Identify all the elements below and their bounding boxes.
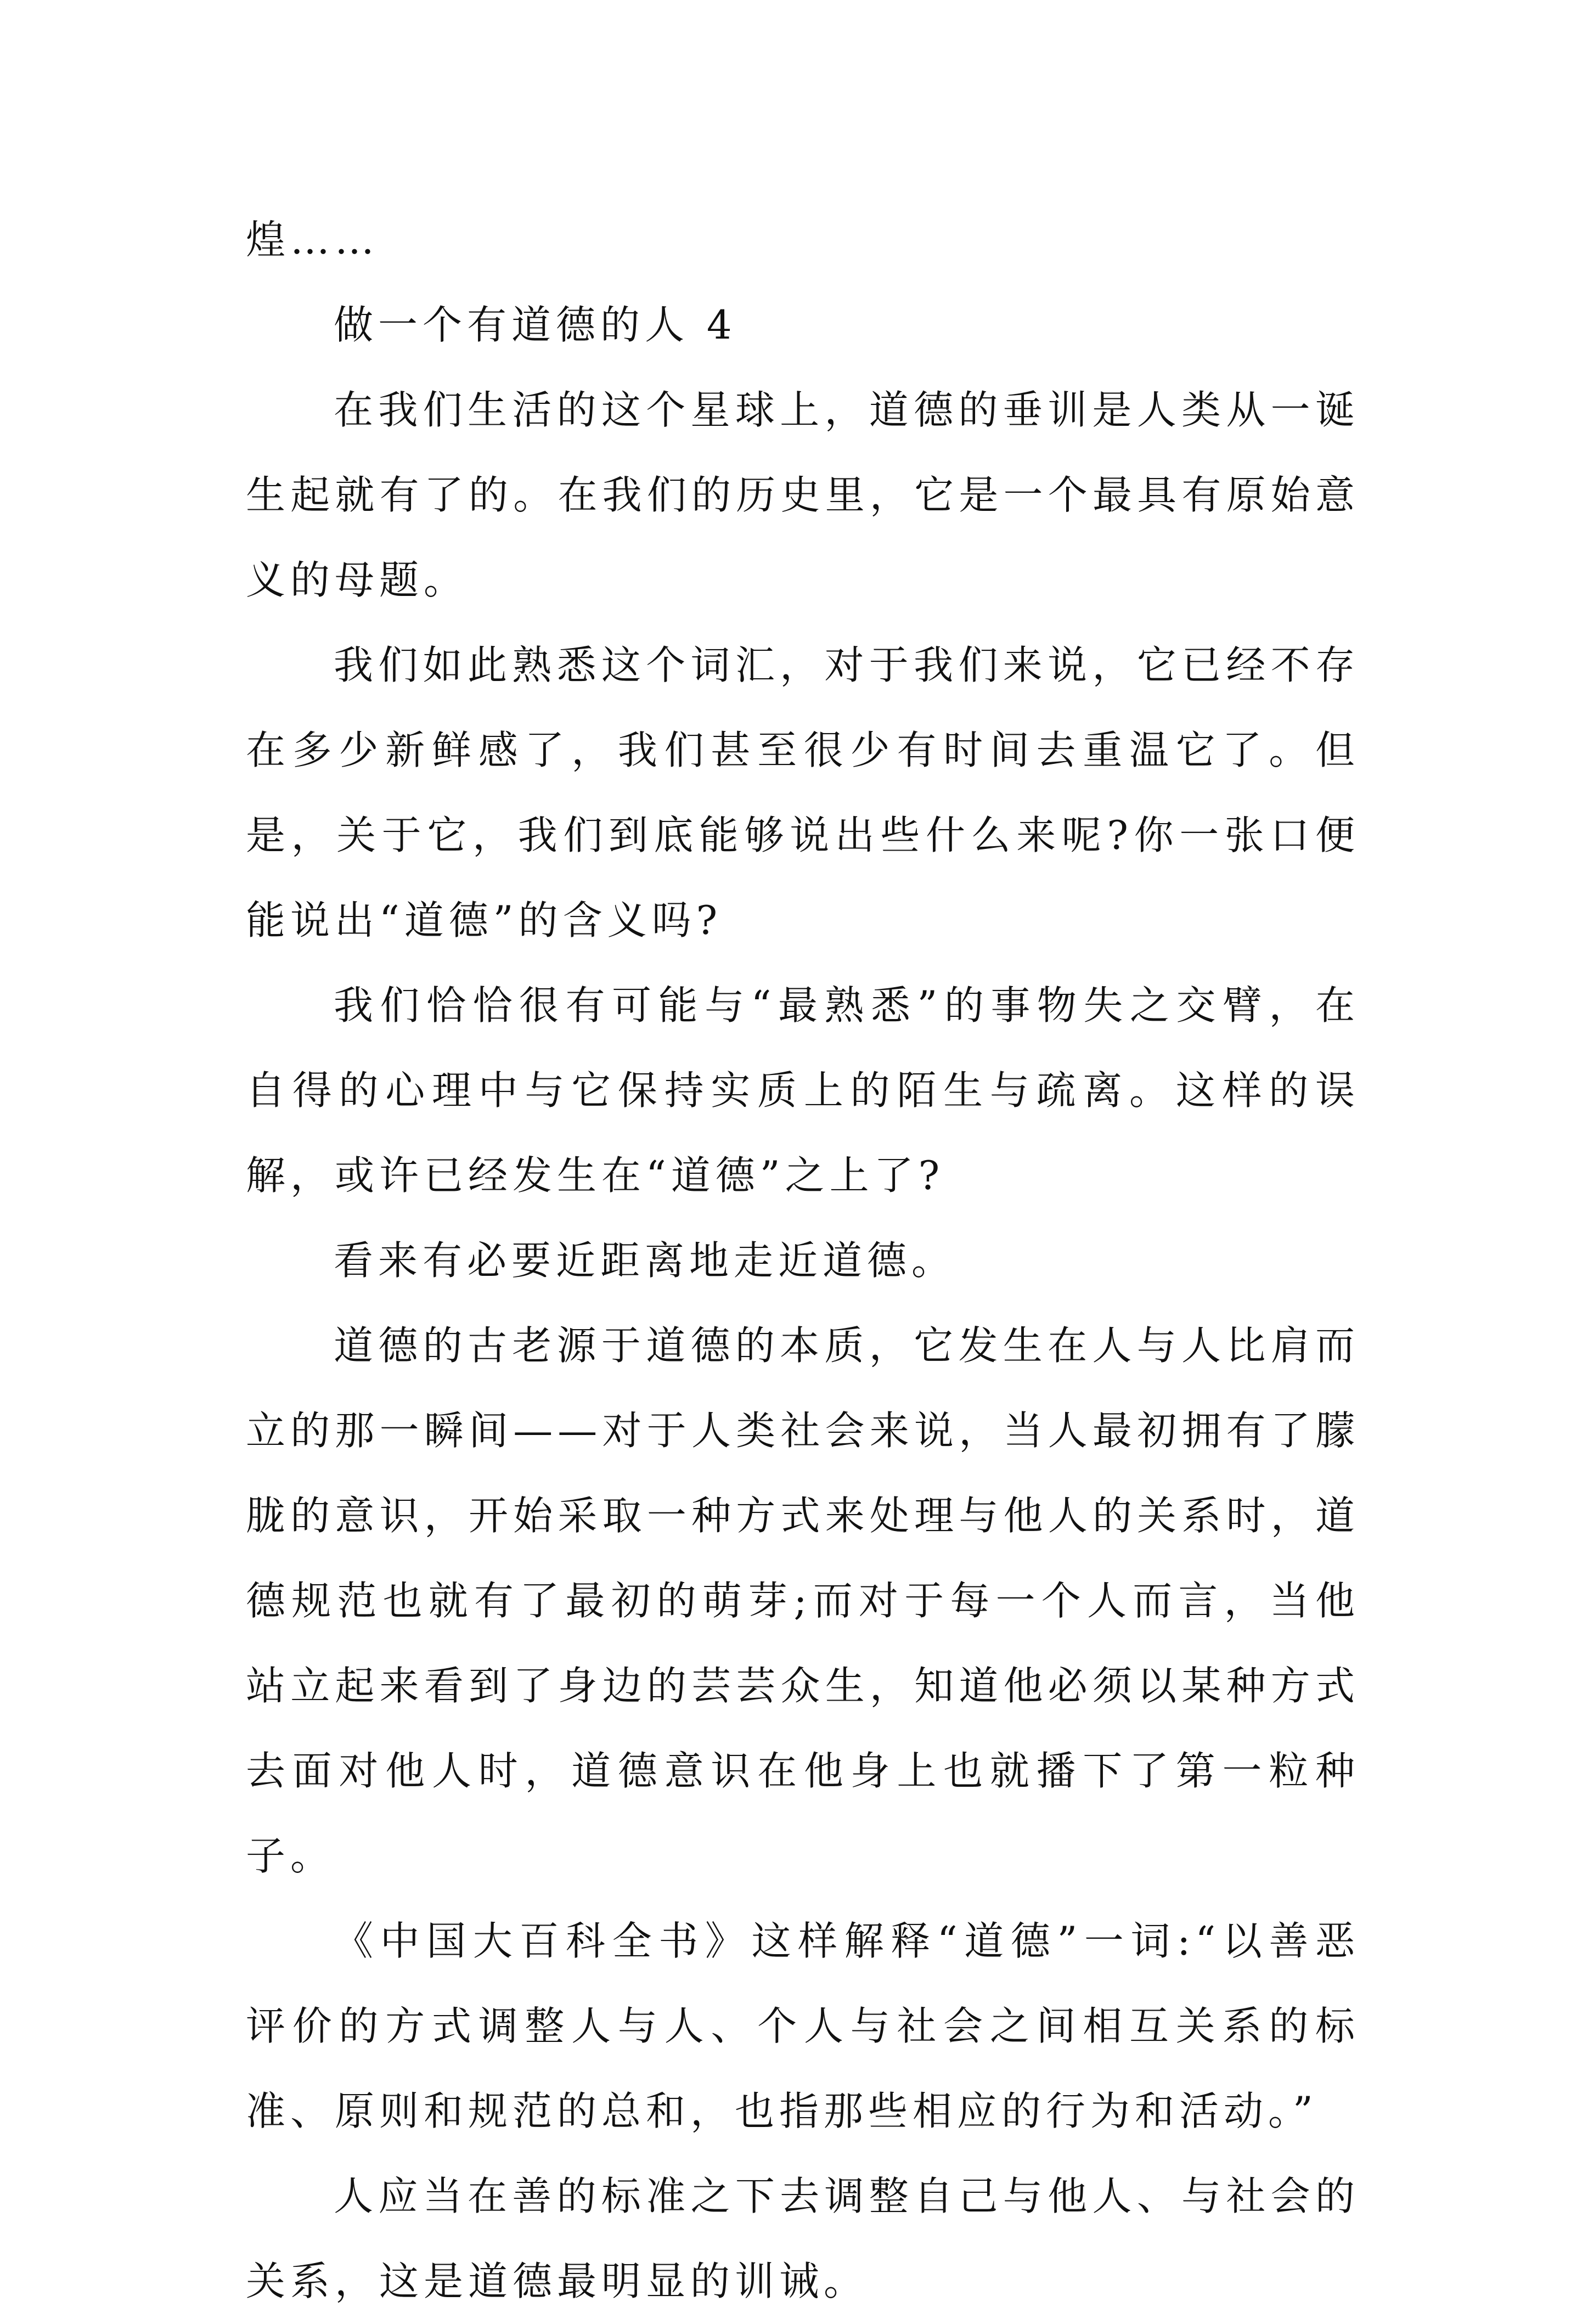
paragraph-3: 我们恰恰很有可能与“最熟悉”的事物失之交臂，在自得的心理中与它保持实质上的陌生与疏离。这样的误解，或许已经发生在“道德”之上了? bbox=[246, 982, 1360, 1198]
section-heading: 做一个有道德的人 4 bbox=[334, 302, 737, 348]
paragraph-4: 看来有必要近距离地走近道德。 bbox=[334, 1237, 956, 1284]
paragraph-7: 人应当在善的标准之下去调整自己与他人、与社会的关系，这是道德最明显的训诫。 bbox=[246, 2173, 1360, 2304]
paragraph-5: 道德的古老源于道德的本质，它发生在人与人比肩而立的那一瞬间——对于人类社会来说，当人最初拥有了朦胧的意识，开始采取一种方式来处理与他人的关系时，道德规范也就有了最初的萌芽;而对于每一个人而言，当他站立起来看到了身边的芸芸众生，知道他必须以某种方式去面对他人时，道德意识在他身上也就播下了第一粒种子。 bbox=[246, 1323, 1360, 1879]
lead-fragment: 煌…… bbox=[246, 217, 380, 263]
paragraph-2: 我们如此熟悉这个词汇，对于我们来说，它已经不存在多少新鲜感了，我们甚至很少有时间去重温它了。但是，关于它，我们到底能够说出些什么来呢?你一张口便能说出“道德”的含义吗? bbox=[246, 642, 1360, 943]
paragraph-6: 《中国大百科全书》这样解释“道德”一词:“以善恶评价的方式调整人与人、个人与社会之间相互关系的标准、原则和规范的总和，也指那些相应的行为和活动。” bbox=[246, 1918, 1360, 2134]
document-body bbox=[246, 198, 1360, 2324]
paragraph-1: 在我们生活的这个星球上，道德的垂训是人类从一诞生起就有了的。在我们的历史里，它是一个最具有原始意义的母题。 bbox=[246, 387, 1360, 603]
